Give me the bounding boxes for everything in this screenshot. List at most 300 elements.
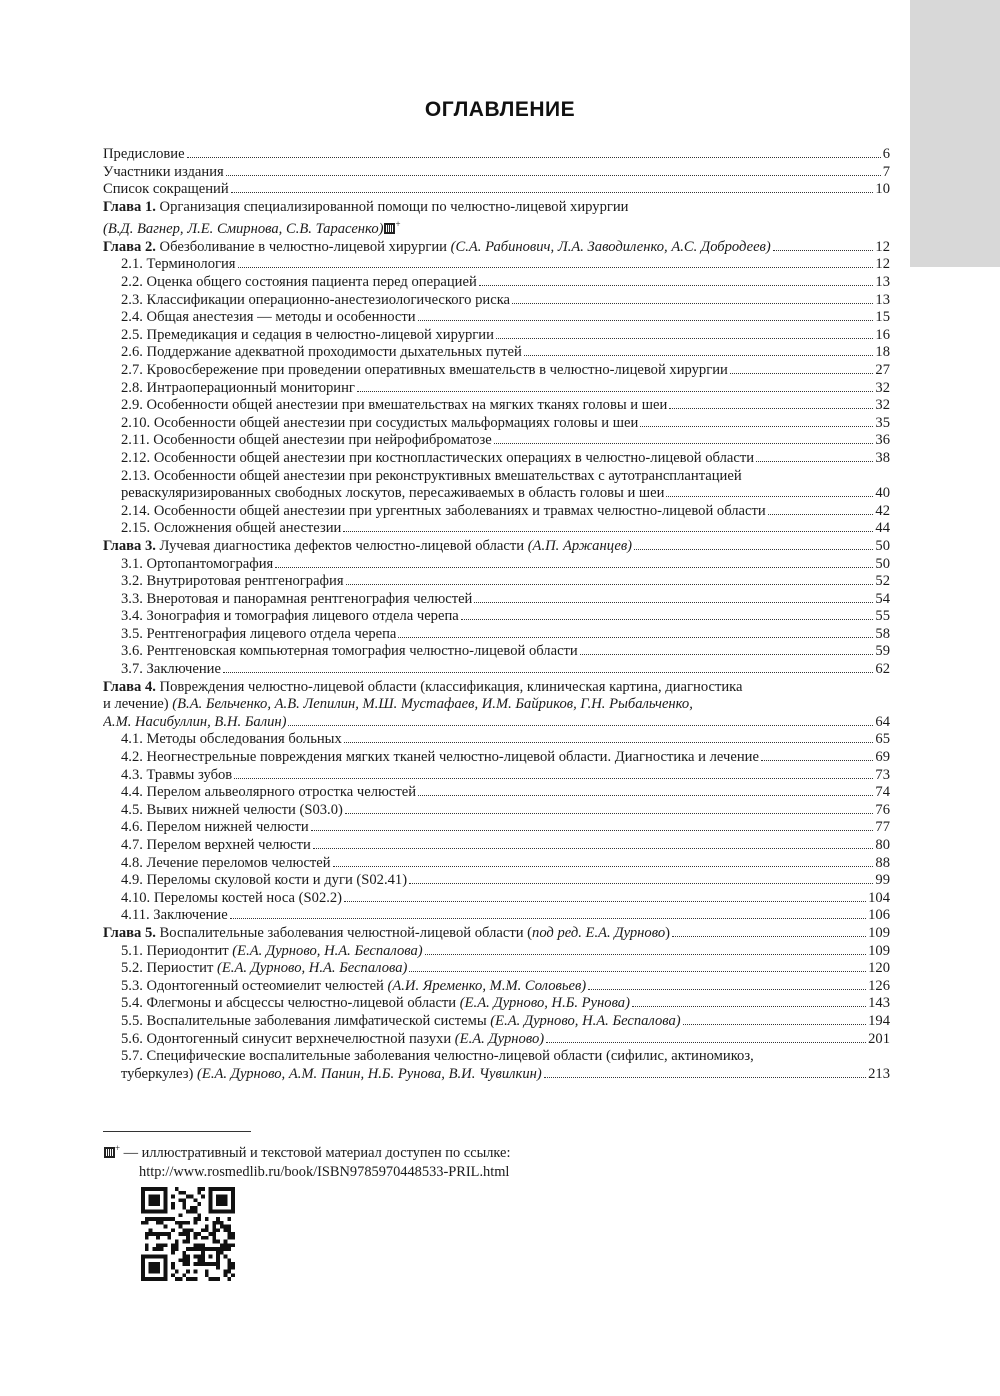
qr-module	[171, 1266, 175, 1270]
qr-module	[194, 1255, 198, 1259]
qr-module	[167, 1232, 171, 1236]
qr-module	[205, 1236, 209, 1240]
qr-module	[220, 1243, 224, 1247]
qr-module	[197, 1191, 201, 1195]
toc-title: 2.13. Особенности общей анестезии при реконструктивных вмешательствах с аутотрансплантацией	[121, 467, 742, 484]
toc-line[interactable]	[103, 626, 890, 644]
toc-line[interactable]	[103, 520, 890, 538]
dot-leader	[357, 390, 873, 392]
qr-module	[171, 1195, 175, 1199]
dot-leader	[683, 1023, 866, 1025]
toc-label	[121, 819, 309, 837]
toc-authors: (Е.А. Дурново)	[454, 1030, 545, 1047]
toc-label	[103, 181, 229, 199]
toc-line[interactable]	[103, 397, 890, 415]
qr-module	[179, 1191, 183, 1195]
dot-leader	[494, 442, 874, 444]
toc-line	[103, 679, 890, 697]
chapter-number: Глава 5.	[103, 924, 156, 941]
dot-leader	[588, 988, 866, 990]
toc-title: Воспалительные заболевания челюстной-лицевой области (	[155, 924, 533, 941]
qr-module	[209, 1232, 213, 1236]
page-number: 55	[875, 608, 890, 625]
toc-label	[103, 239, 771, 257]
footnote-divider	[103, 1131, 251, 1132]
qr-module	[194, 1236, 198, 1240]
dot-leader	[580, 653, 874, 655]
toc-line[interactable]	[103, 819, 890, 837]
toc-label	[103, 199, 628, 215]
qr-module	[194, 1247, 198, 1251]
toc-label	[121, 450, 754, 468]
toc-label	[121, 855, 331, 873]
qr-module	[190, 1195, 194, 1199]
dot-leader	[756, 460, 873, 462]
toc-line	[103, 216, 890, 238]
qr-module	[197, 1255, 201, 1259]
qr-module	[182, 1228, 186, 1232]
qr-module	[182, 1206, 186, 1210]
page-number: 106	[868, 907, 890, 924]
qr-module	[227, 1262, 231, 1266]
toc-title: реваскуляризированных свободных лоскутов, пересаживаемых в область головы и шеи	[121, 485, 665, 502]
qr-module	[231, 1232, 235, 1236]
qr-module	[227, 1228, 231, 1232]
qr-module	[212, 1277, 216, 1281]
qr-module	[205, 1273, 209, 1277]
toc-line[interactable]	[103, 256, 890, 274]
chapter-number: Глава 2.	[103, 238, 156, 255]
toc-line[interactable]	[103, 164, 890, 182]
qr-module	[227, 1217, 231, 1221]
dot-leader	[409, 882, 873, 884]
toc-title: и лечение)	[103, 696, 173, 713]
page-number: 120	[868, 960, 890, 977]
toc-label	[121, 837, 311, 855]
qr-module	[220, 1221, 224, 1225]
toc-title: 3.6. Рентгеновская компьютерная томография челюстно-лицевой области	[121, 643, 578, 660]
page-number: 194	[868, 1012, 890, 1029]
qr-module	[167, 1217, 171, 1221]
toc-line[interactable]	[103, 767, 890, 785]
toc-line[interactable]	[103, 661, 890, 679]
qr-module	[197, 1217, 201, 1221]
dot-leader	[461, 618, 874, 620]
toc-line[interactable]	[103, 292, 890, 310]
dot-leader	[672, 935, 866, 937]
qr-module	[186, 1258, 190, 1262]
qr-module	[212, 1225, 216, 1229]
toc-line[interactable]	[103, 960, 890, 978]
dot-leader	[231, 191, 874, 193]
qr-code[interactable]	[141, 1187, 235, 1281]
toc-title: 2.1. Терминология	[121, 256, 236, 273]
toc-label	[121, 573, 344, 591]
toc-label	[121, 556, 273, 574]
qr-module	[227, 1270, 231, 1274]
qr-module	[179, 1213, 183, 1217]
qr-module	[224, 1225, 228, 1229]
toc-title: 2.12. Особенности общей анестезии при костнопластических операциях в челюстно-лицевой области	[121, 449, 755, 466]
dot-leader	[398, 636, 873, 638]
dot-leader	[230, 917, 866, 919]
page-number: 12	[875, 256, 890, 273]
toc-line[interactable]	[103, 573, 890, 591]
page-number: 6	[882, 146, 890, 162]
qr-module	[216, 1228, 220, 1232]
qr-module	[212, 1221, 216, 1225]
qr-module	[182, 1255, 186, 1259]
plus-mark: +	[395, 221, 401, 230]
toc-title: 3.5. Рентгенография лицевого отдела черепа	[121, 625, 397, 642]
page-number: 7	[882, 163, 890, 180]
toc-label	[121, 503, 766, 521]
page-number: 104	[868, 889, 890, 906]
toc-title: 4.2. Неогнестрельные повреждения мягких тканей челюстно-лицевой области. Диагностика и лечение	[121, 749, 759, 766]
qr-module	[182, 1232, 186, 1236]
toc-title: 4.3. Травмы зубов	[121, 766, 233, 783]
qr-module	[182, 1240, 186, 1244]
toc-line[interactable]	[103, 925, 890, 943]
qr-module	[152, 1217, 156, 1221]
toc-line[interactable]	[103, 327, 890, 345]
page-number: 74	[875, 784, 890, 801]
toc-line[interactable]	[103, 538, 890, 556]
toc-label	[103, 221, 401, 237]
toc-label	[121, 344, 522, 362]
qr-module	[149, 1195, 160, 1206]
toc-authors: (Е.А. Дурново, А.М. Панин, Н.Б. Рунова, В.И. Чувилкин)	[197, 1065, 542, 1082]
qr-module	[231, 1236, 235, 1240]
qr-module	[156, 1243, 160, 1247]
dot-leader	[768, 513, 874, 515]
qr-module	[227, 1243, 231, 1247]
qr-module	[145, 1221, 149, 1225]
toc-label	[121, 309, 416, 327]
qr-module	[186, 1236, 190, 1240]
qr-module	[209, 1255, 213, 1259]
toc-line[interactable]	[103, 978, 890, 996]
dot-leader	[640, 425, 873, 427]
toc-line[interactable]	[103, 608, 890, 626]
qr-module	[209, 1277, 213, 1281]
qr-module	[141, 1221, 145, 1225]
qr-module	[160, 1232, 164, 1236]
dot-leader	[669, 407, 873, 409]
toc-label	[121, 468, 742, 484]
dot-leader	[546, 1041, 866, 1043]
qr-module	[164, 1232, 168, 1236]
toc-line[interactable]	[103, 731, 890, 749]
toc-label	[121, 274, 477, 292]
qr-module	[182, 1202, 186, 1206]
toc-title: 2.14. Особенности общей анестезии при ургентных заболеваниях и травмах челюстно-лицевой области	[121, 502, 766, 519]
qr-module	[197, 1232, 201, 1236]
dot-leader	[187, 156, 881, 158]
footnote-url[interactable]: http://www.rosmedlib.ru/book/ISBN9785970448533-PRIL.html	[139, 1163, 510, 1180]
toc-authors: под ред. Е.А. Дурново	[532, 924, 666, 941]
toc-title: 4.5. Вывих нижней челюсти (S03.0)	[121, 801, 343, 818]
qr-module	[190, 1206, 194, 1210]
qr-module	[194, 1210, 198, 1214]
toc-title: 5.7. Специфические воспалительные заболевания челюстно-лицевой области (сифилис, актиномикоз,	[121, 1048, 754, 1065]
qr-module	[197, 1187, 201, 1191]
qr-module	[149, 1228, 153, 1232]
qr-module	[194, 1198, 198, 1202]
qr-module	[156, 1217, 160, 1221]
toc-label	[121, 1031, 544, 1049]
page-number: 59	[875, 643, 890, 660]
page-number: 50	[875, 555, 890, 572]
toc-line[interactable]	[103, 1066, 890, 1084]
qr-module	[171, 1228, 175, 1232]
toc-label	[121, 397, 667, 415]
qr-module	[224, 1255, 228, 1259]
toc-authors: (С.А. Рабинович, Л.А. Заводиленко, А.С. Добродеев)	[450, 238, 771, 255]
qr-module	[197, 1258, 201, 1262]
toc-title: 4.10. Переломы костей носа (S02.2)	[121, 889, 343, 906]
qr-module	[186, 1255, 190, 1259]
qr-module	[197, 1247, 201, 1251]
qr-module	[171, 1202, 175, 1206]
dot-leader	[234, 777, 873, 779]
toc-label	[121, 802, 343, 820]
footnote: + — иллюстративный и текстовой материал доступен по ссылке: http://www.rosmedlib.ru/book/ISBN9785970448533-PRIL.html	[103, 1139, 703, 1182]
qr-module	[216, 1277, 220, 1281]
qr-module	[171, 1243, 175, 1247]
toc-title: 3.2. Внутриротовая рентгенография	[121, 573, 344, 590]
toc-label	[121, 608, 459, 626]
toc-label	[121, 1013, 681, 1031]
toc-line[interactable]	[103, 802, 890, 820]
toc-label	[121, 362, 728, 380]
qr-module	[212, 1236, 216, 1240]
toc-title: 2.15. Осложнения общей анестезии	[121, 520, 342, 537]
qr-module	[186, 1210, 190, 1214]
qr-module	[182, 1221, 186, 1225]
dot-leader	[634, 548, 873, 550]
qr-module	[145, 1217, 149, 1221]
toc-line[interactable]	[103, 503, 890, 521]
toc-authors: (Е.А. Дурново, Н.А. Беспалова)	[217, 960, 408, 977]
dot-leader	[275, 566, 873, 568]
qr-module	[186, 1270, 190, 1274]
qr-module	[186, 1228, 190, 1232]
qr-module	[186, 1232, 190, 1236]
toc-line[interactable]	[103, 362, 890, 380]
page-number: 80	[875, 837, 890, 854]
toc-line[interactable]	[103, 239, 890, 257]
qr-module	[175, 1221, 179, 1225]
toc-line[interactable]	[103, 643, 890, 661]
toc-label	[103, 679, 743, 695]
qr-module	[171, 1273, 175, 1277]
qr-module	[156, 1232, 160, 1236]
page-number: 109	[868, 942, 890, 959]
qr-module	[156, 1236, 160, 1240]
toc-line[interactable]	[103, 146, 890, 164]
toc-title: 4.6. Перелом нижней челюсти	[121, 819, 309, 836]
qr-module	[156, 1221, 160, 1225]
toc-label	[121, 731, 342, 749]
qr-module	[194, 1206, 198, 1210]
toc-line[interactable]	[103, 943, 890, 961]
qr-module	[224, 1243, 228, 1247]
toc-title: 5.1. Периодонтит	[121, 942, 233, 959]
page-number: 38	[875, 449, 890, 466]
dot-leader	[288, 724, 873, 726]
page-number: 99	[875, 872, 890, 889]
qr-module	[145, 1247, 149, 1251]
toc-label	[121, 643, 578, 661]
toc-line[interactable]	[103, 450, 890, 468]
qr-module	[194, 1221, 198, 1225]
qr-module	[190, 1277, 194, 1281]
qr-module	[231, 1266, 235, 1270]
toc-title: 3.7. Заключение	[121, 661, 221, 678]
dot-leader	[409, 970, 866, 972]
toc-line[interactable]	[103, 415, 890, 433]
toc-line[interactable]	[103, 380, 890, 398]
qr-module	[182, 1198, 186, 1202]
qr-module	[167, 1236, 171, 1240]
qr-module	[175, 1277, 179, 1281]
qr-module	[194, 1217, 198, 1221]
qr-module	[216, 1266, 220, 1270]
qr-module	[186, 1277, 190, 1281]
toc-label	[103, 538, 632, 556]
page-number: 42	[875, 502, 890, 519]
qr-module	[164, 1217, 168, 1221]
qr-module	[212, 1240, 216, 1244]
toc-label	[121, 767, 232, 785]
qr-module	[220, 1225, 224, 1229]
toc-label	[103, 925, 670, 943]
toc-line[interactable]	[103, 432, 890, 450]
toc-line[interactable]	[103, 855, 890, 873]
dot-leader	[223, 671, 873, 673]
toc-line[interactable]	[103, 872, 890, 890]
toc-label	[121, 907, 228, 925]
toc-title: туберкулез)	[121, 1065, 198, 1082]
page-number: 27	[875, 361, 890, 378]
qr-module	[212, 1228, 216, 1232]
footnote-text: — иллюстративный и текстовой материал доступен по ссылке:	[120, 1144, 511, 1161]
page-number: 201	[868, 1030, 890, 1047]
qr-module	[194, 1262, 198, 1266]
qr-module	[160, 1221, 164, 1225]
qr-module	[201, 1228, 205, 1232]
toc-title: 5.3. Одонтогенный остеомиелит челюстей	[121, 977, 388, 994]
qr-module	[212, 1232, 216, 1236]
qr-module	[197, 1262, 201, 1266]
toc-line[interactable]	[103, 714, 890, 732]
toc-line[interactable]	[103, 274, 890, 292]
toc-line[interactable]	[103, 749, 890, 767]
qr-module	[186, 1240, 190, 1244]
qr-module	[182, 1273, 186, 1277]
qr-module	[171, 1247, 175, 1251]
toc-title: Обезболивание в челюстно-лицевой хирургии	[155, 238, 451, 255]
toc-line[interactable]	[103, 556, 890, 574]
toc-line[interactable]	[103, 591, 890, 609]
qr-module	[197, 1243, 201, 1247]
qr-module	[201, 1195, 205, 1199]
qr-module	[194, 1270, 198, 1274]
qr-module	[171, 1206, 175, 1210]
qr-module	[224, 1247, 228, 1251]
toc-authors: (Е.А. Дурново, Н.Б. Рунова)	[459, 995, 630, 1012]
qr-module	[227, 1232, 231, 1236]
toc-line[interactable]	[103, 784, 890, 802]
toc-title: Список сокращений	[103, 181, 229, 198]
qr-module	[179, 1277, 183, 1281]
toc-line[interactable]	[103, 1013, 890, 1031]
toc-authors: (Е.А. Дурново, Н.А. Беспалова)	[490, 1012, 681, 1029]
dot-leader	[344, 741, 874, 743]
qr-module	[160, 1247, 164, 1251]
toc-label	[121, 943, 423, 961]
page-number: 10	[875, 181, 890, 198]
toc-label	[121, 485, 664, 503]
toc-line[interactable]	[103, 309, 890, 327]
page-number: 13	[875, 291, 890, 308]
qr-module	[227, 1277, 231, 1281]
toc-title: 5.2. Периостит	[121, 960, 218, 977]
toc-title: 3.3. Внеротовая и панорамная рентгенография челюстей	[121, 590, 473, 607]
page-number: 64	[875, 713, 890, 730]
dot-leader	[226, 174, 881, 176]
qr-module	[227, 1225, 231, 1229]
dot-leader	[346, 583, 874, 585]
toc-line[interactable]	[103, 181, 890, 199]
toc-line[interactable]	[103, 1031, 890, 1049]
toc-line[interactable]	[103, 995, 890, 1013]
page-number: 69	[875, 749, 890, 766]
toc-line[interactable]	[103, 344, 890, 362]
qr-module	[175, 1240, 179, 1244]
qr-module	[186, 1195, 190, 1199]
toc-label	[121, 749, 759, 767]
dot-leader	[425, 953, 866, 955]
dot-leader	[418, 319, 874, 321]
qr-module	[190, 1210, 194, 1214]
toc-line[interactable]	[103, 907, 890, 925]
toc-line[interactable]	[103, 890, 890, 908]
toc-authors: (А.П. Аржанцев)	[527, 537, 633, 554]
dot-leader	[544, 1076, 866, 1078]
page-number: 32	[875, 379, 890, 396]
qr-module	[227, 1258, 231, 1262]
toc-label	[121, 327, 494, 345]
toc-label	[121, 432, 492, 450]
qr-module	[145, 1236, 149, 1240]
qr-module	[186, 1262, 190, 1266]
qr-module	[145, 1243, 149, 1247]
toc-line[interactable]	[103, 485, 890, 503]
dot-leader	[343, 530, 873, 532]
qr-mini-icon	[384, 223, 395, 234]
toc-title: 2.7. Кровосбережение при проведении оперативных вмешательств в челюстно-лицевой хирургии	[121, 361, 728, 378]
dot-leader	[632, 1005, 866, 1007]
qr-module	[220, 1251, 224, 1255]
qr-module	[224, 1270, 228, 1274]
toc-authors: (А.И. Яременко, М.М. Соловьев)	[387, 977, 587, 994]
toc-label	[121, 995, 630, 1013]
dot-leader	[311, 829, 874, 831]
toc-line[interactable]	[103, 837, 890, 855]
toc-label	[121, 520, 341, 538]
